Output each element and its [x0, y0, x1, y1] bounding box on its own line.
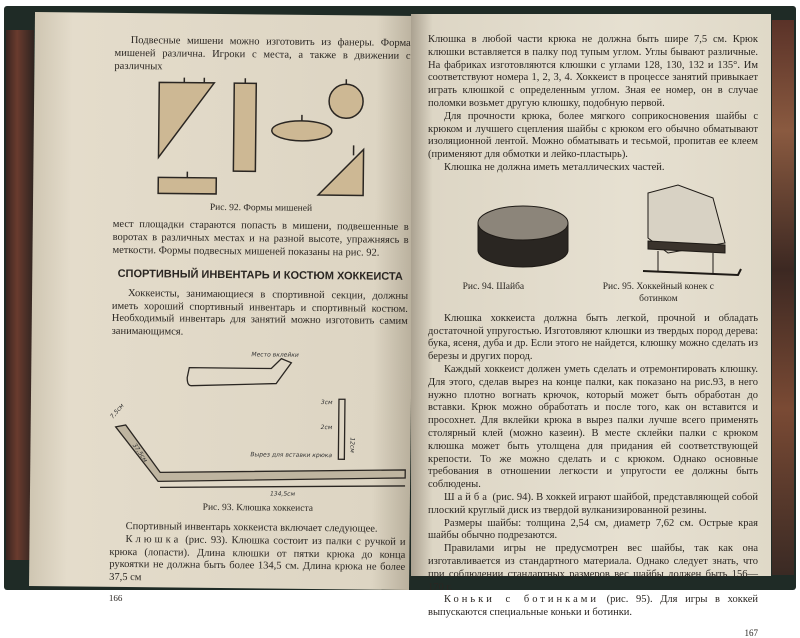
paragraph: Спортивный инвентарь хоккеиста включает следующее. Клюшка (рис. 93). Клюшка состоит из палки с ручкой и крюка (лопасти). Длина клюшки от пятки крюка до конца рукоятки не должна быть более 134,5 см. Длина крюка не более 37,5 см [109, 521, 406, 588]
page-number: 166 [109, 593, 405, 606]
figure-93-hockey-stick [110, 347, 408, 500]
section-heading: СПОРТИВНЫЙ ИНВЕНТАРЬ И КОСТЮМ ХОККЕИСТА [112, 268, 408, 283]
label-hook-length: 37,5см [131, 442, 149, 464]
figure-92-caption: Рис. 92. Формы мишеней [113, 201, 409, 216]
paragraph: Подвесные мишени можно изготовить из фанеры. Форма мишеней различна. Игроки с места, а также в движении с различных [114, 35, 410, 76]
page-number: 167 [428, 628, 758, 638]
right-page [411, 14, 771, 576]
left-page [29, 12, 415, 590]
book-edge-right [772, 20, 794, 575]
label-12cm: 12см [348, 437, 355, 453]
figure-95-caption: Рис. 95. Хоккейный конек с ботинком [593, 281, 723, 305]
paragraph: Клюшка в любой части крюка не должна быть шире 7,5 см. Крюк клюшки вставляется в палку под тупым углом. Углы бывают различные. На фабриках изготовляются клюшки с углами 128, 130, 132 и 135°. Им соответствуют номера 1, 2, 3, 4. Хоккеист в процессе занятий привыкает играть клюшкой с определенным углом. Зная ее номер, он в случае поломки возьмет другую клюшку, подобную первой. Для прочности крюка, более мягкого соприкосновения шайбы с крюком и лучшего сцепления шайбы с крюком его обычно обматывают изоляционной лентой. Можно обматывать и тесьмой, пропитав ее клеем (применяют для обмотки и лейко-пластырь). Клюшка не должна иметь металлических частей. [428, 34, 758, 175]
label-3cm: 3см [321, 399, 333, 406]
figure-92-targets [153, 78, 410, 203]
paragraph: Клюшка хоккеиста должна быть легкой, прочной и обладать достаточной упругостью. Изготовляют клюшки из твердых пород дерева: бука, ясеня, дуба и др. Если этого не найдется, клюшку можно сделать из березы и других пород. Каждый хоккеист должен уметь сделать и отремонтировать клюшку. Для этого, сделав вырез на конце палки, как показано на рис.93, в него нужно плотно вогнать крючок, который может быть обработан до вставки. Крюк можно обработать и после того, как он вставится и просохнет. Для вклейки крюка в вырез палки лучше всего применять столярный клей (можно казеин). В месте склейки палки с крюком клюшка может быть утолщена для придания ей соответствующей крепости. То же можно сделать и с крюком. Однако основные требования в отношении легкости и упругости ее должны быть соблюдены. Шайба (рис. 94). В хоккей играют шайбой, представляющей собой плоский круглый диск из твердой вулканизированной резины. Размеры шайбы: толщина 2,54 см, диаметр 7,62 см. Острые края шайбы обычно подрезаются. Правилами игры не предусмотрен вес шайбы, так как она изготавливается из стандартного материала. Однако следует знать, что при соблюдении стандартных размеров вес шайбы должен быть 156—170 г. Коньки с ботинками (рис. 95). Для игры в хоккей выпускаются специальные коньки и ботинки. [428, 313, 758, 620]
label-width: 7,5см [109, 402, 126, 420]
label-2cm: 2см [321, 424, 333, 431]
figure-94-95 [473, 183, 758, 279]
label-cut: Вырез для вставки крюка [250, 451, 332, 459]
label-glue-spot: Место вклейки [251, 351, 299, 358]
paragraph: мест площадки стараются попасть в мишени, подвешенные в воротах в различных местах и на разной высоте, упражняясь в меткости. Формы подвесных мишеней показаны на рис. 92. [112, 219, 408, 260]
figure-93-caption: Рис. 93. Клюшка хоккеиста [110, 501, 406, 516]
paragraph: Хоккеисты, занимающиеся в спортивной секции, должны иметь хороший спортивный инвентарь и спортивный костюм. Необходимый инвентарь для занятий можно изготовить самим занимающимся. [112, 288, 409, 342]
figure-94-caption: Рис. 94. Шайба [463, 281, 525, 305]
label-total-length: 134,5см [270, 490, 296, 497]
figure-captions [428, 281, 758, 305]
